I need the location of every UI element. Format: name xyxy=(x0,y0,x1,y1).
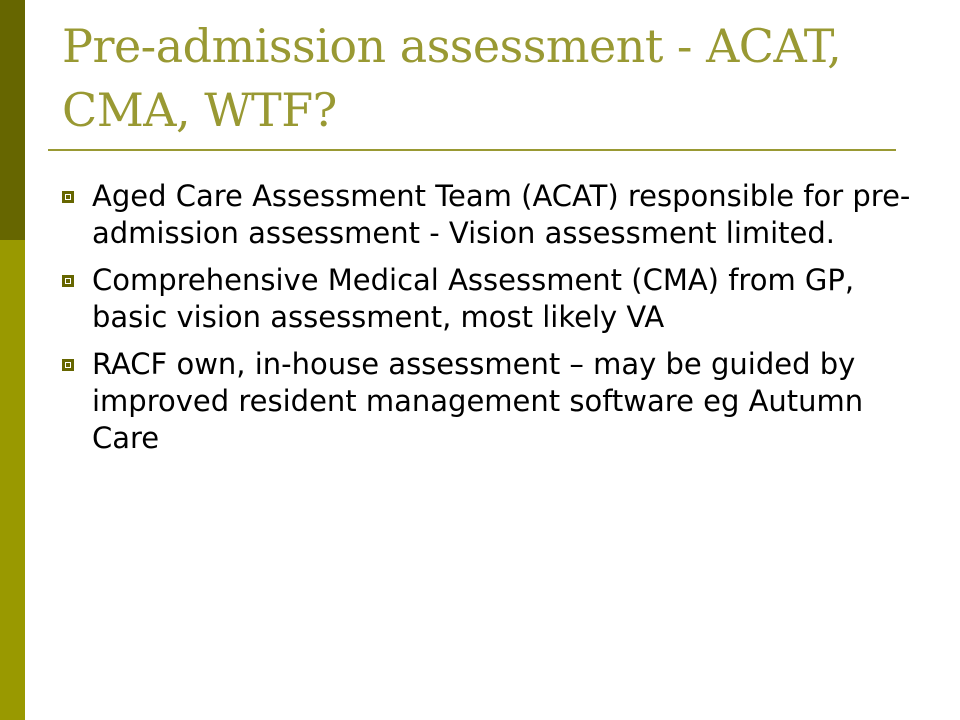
sidebar-band-middle xyxy=(0,240,25,480)
bullet-list xyxy=(62,178,922,467)
bullet-text: Comprehensive Medical Assessment (CMA) from GP, basic vision assessment, most likely VA xyxy=(92,263,855,334)
bullet-text: Aged Care Assessment Team (ACAT) responsible for pre-admission assessment - Vision assessment limited. xyxy=(92,179,911,250)
bullet-item xyxy=(62,346,922,457)
sidebar-band-bottom xyxy=(0,480,25,720)
bullet-item xyxy=(62,262,922,336)
square-bullet-icon xyxy=(62,191,74,203)
sidebar-band-top xyxy=(0,0,25,240)
square-bullet-icon xyxy=(62,275,74,287)
bullet-item xyxy=(62,178,922,252)
bullet-text: RACF own, in-house assessment – may be guided by improved resident management software eg Autumn Care xyxy=(92,347,864,455)
square-bullet-icon xyxy=(62,359,74,371)
slide-title: Pre-admission assessment - ACAT, CMA, WTF? xyxy=(62,19,842,137)
title-divider xyxy=(48,149,896,151)
